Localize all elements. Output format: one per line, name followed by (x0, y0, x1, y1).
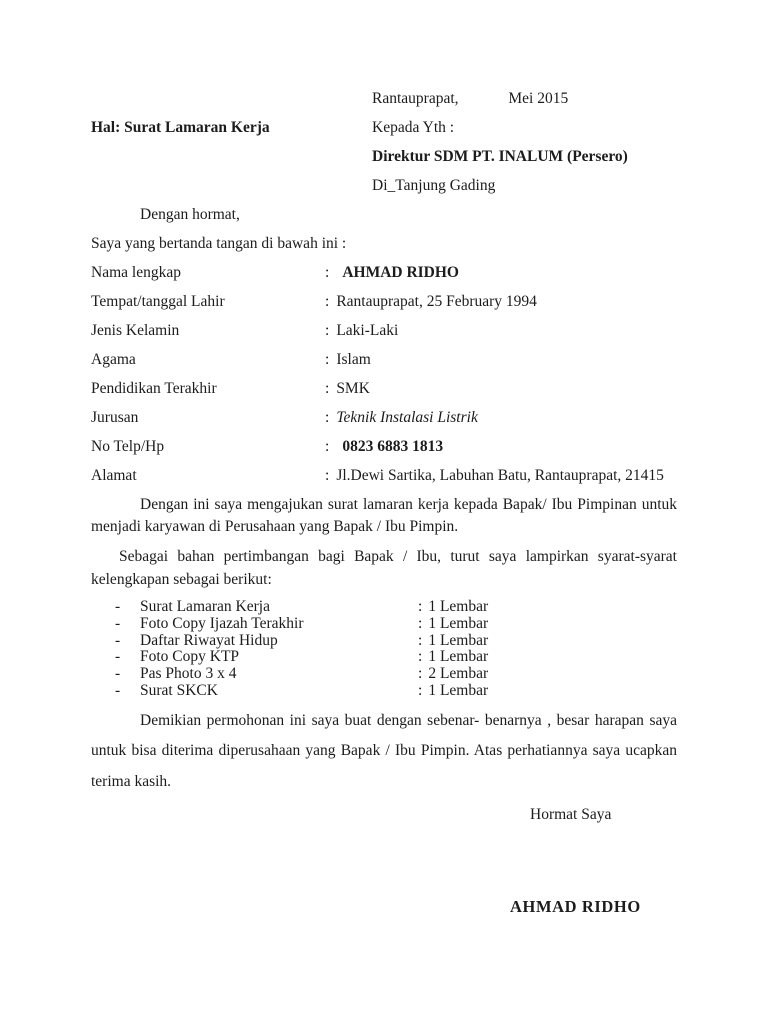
field-value: 0823 6883 1813 (342, 438, 444, 455)
attachment-colon: : (418, 614, 423, 632)
attachment-qty: 1 Lembar (428, 614, 489, 632)
attachments-list (91, 599, 677, 700)
attachment-name: Surat SKCK (140, 681, 218, 699)
attachment-row (91, 633, 677, 650)
date-line-spacer (91, 84, 372, 113)
paragraph-application: Dengan ini saya mengajukan surat lamaran kerja kepada Bapak/ Ibu Pimpinan untuk menjadi karyawan di Perusahaan yang Bapak / Ibu Pimpin. (91, 496, 677, 535)
field-label: No Telp/Hp (91, 438, 165, 455)
data-row-alamat (91, 461, 677, 490)
signature-name: AHMAD RIDHO (510, 897, 641, 917)
attachment-name: Pas Photo 3 x 4 (140, 665, 237, 683)
field-value: Laki-Laki (336, 322, 399, 339)
field-label: Alamat (91, 467, 137, 484)
data-row-nama (91, 258, 677, 287)
field-value: Jl.Dewi Sartika, Labuhan Batu, Rantauprapat, 21415 (336, 467, 664, 484)
field-label: Tempat/tanggal Lahir (91, 293, 225, 310)
field-colon: : (325, 264, 330, 281)
data-row-ttl (91, 287, 677, 316)
field-value: Teknik Instalasi Listrik (336, 409, 478, 426)
recipient-location-line (91, 171, 677, 200)
recipient-salutation: Kepada Yth : (372, 119, 455, 136)
attachment-qty: 1 Lembar (428, 631, 489, 649)
attachment-row (91, 616, 677, 633)
closing-paragraph: Demikian permohonan ini saya buat dengan sebenar- benarnya , besar harapan saya untuk bisa diterima diperusahaan yang Bapak / Ibu Pimpin. Atas perhatiannya saya ucapkan terima kasih. (91, 711, 677, 790)
data-row-agama (91, 345, 677, 374)
dash-bullet: - (115, 665, 121, 683)
field-label: Pendidikan Terakhir (91, 380, 217, 397)
attachment-qty: 1 Lembar (428, 681, 489, 699)
date-line-text (372, 84, 677, 113)
field-label: Jurusan (91, 409, 139, 426)
data-row-jurusan (91, 403, 677, 432)
field-value: Rantauprapat, 25 February 1994 (336, 293, 537, 310)
subject-line: Hal: Surat Lamaran Kerja (91, 119, 270, 136)
attachment-row (91, 683, 677, 700)
dash-bullet: - (115, 631, 121, 649)
dash-bullet: - (115, 648, 121, 666)
field-colon: : (325, 467, 330, 484)
attachment-name: Foto Copy Ijazah Terakhir (140, 614, 304, 632)
field-value: AHMAD RIDHO (342, 264, 459, 281)
attachment-colon: : (418, 598, 423, 615)
recipient-location: Di_Tanjung Gading (372, 177, 496, 194)
data-row-telp (91, 432, 677, 461)
field-colon: : (325, 351, 330, 368)
attachment-name: Foto Copy KTP (140, 648, 240, 666)
date-value: Mei 2015 (508, 90, 569, 107)
recipient-name: Direktur SDM PT. INALUM (Persero) (372, 148, 628, 165)
attachment-colon: : (418, 665, 423, 683)
field-colon: : (325, 380, 330, 397)
dash-bullet: - (115, 681, 121, 699)
intro-line: Saya yang bertanda tangan di bawah ini : (91, 235, 347, 252)
attachment-name: Daftar Riwayat Hidup (140, 631, 278, 649)
dash-bullet: - (115, 598, 121, 615)
attachment-qty: 2 Lembar (428, 665, 489, 683)
field-label: Agama (91, 351, 136, 368)
data-row-pendidikan (91, 374, 677, 403)
dash-bullet: - (115, 614, 121, 632)
attachment-row (91, 599, 677, 616)
field-label: Jenis Kelamin (91, 322, 180, 339)
field-colon: : (325, 293, 330, 310)
personal-data-section (91, 258, 677, 490)
attachment-qty: 1 Lembar (428, 648, 489, 666)
attachment-name: Surat Lamaran Kerja (140, 598, 270, 615)
attachment-colon: : (418, 631, 423, 649)
field-colon: : (325, 438, 330, 455)
subject-recipient-line (91, 113, 677, 142)
signoff: Hormat Saya (530, 806, 612, 824)
recipient-name-line (91, 142, 677, 171)
field-value: Islam (336, 351, 371, 368)
date-place: Rantauprapat, (372, 90, 459, 107)
field-colon: : (325, 409, 330, 426)
attachment-colon: : (418, 648, 423, 666)
field-colon: : (325, 322, 330, 339)
attachment-row (91, 649, 677, 666)
greeting: Dengan hormat, (140, 206, 240, 223)
attachment-colon: : (418, 681, 423, 699)
paragraph-attachments-intro: Sebagai bahan pertimbangan bagi Bapak / Ibu, turut saya lampirkan syarat-syarat kelengkapan sebagai berikut: (91, 548, 677, 588)
attachment-qty: 1 Lembar (428, 598, 489, 615)
date-line (91, 84, 677, 113)
field-value: SMK (336, 380, 370, 397)
attachment-row (91, 666, 677, 683)
field-label: Nama lengkap (91, 264, 181, 281)
data-row-kelamin (91, 316, 677, 345)
